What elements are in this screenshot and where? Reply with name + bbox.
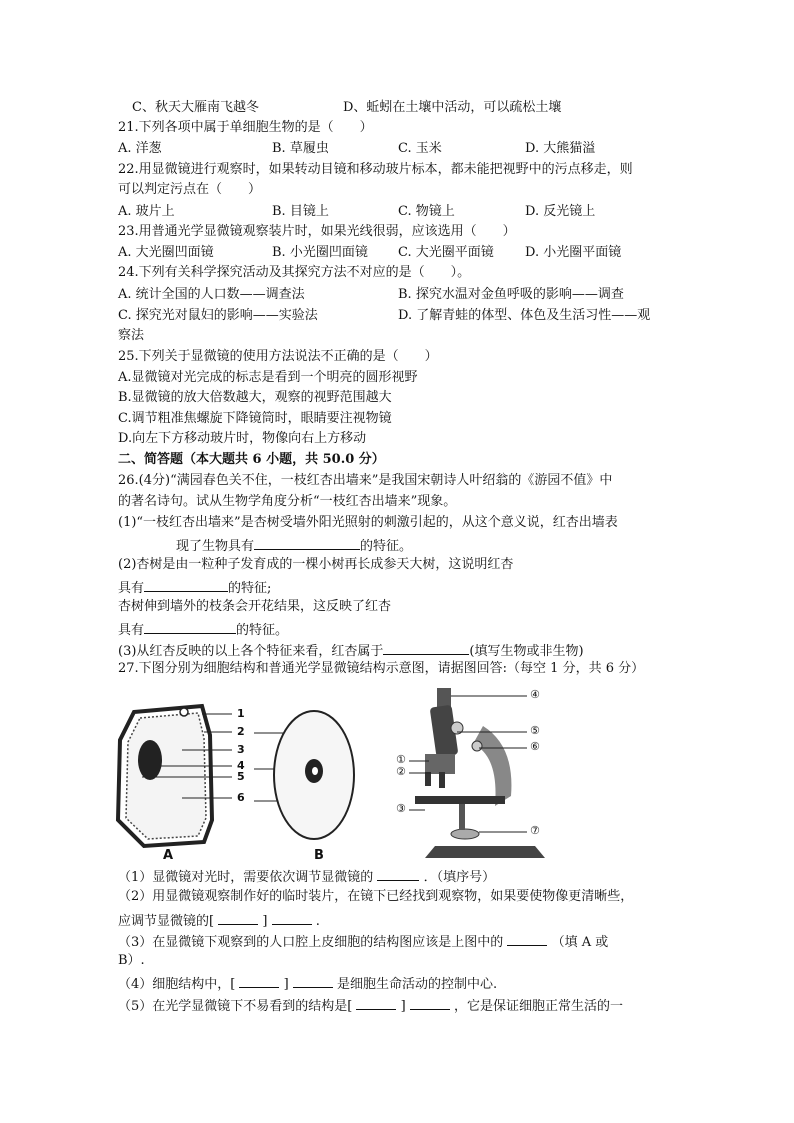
base-shape: [425, 846, 545, 858]
micro-label-6: ⑥: [530, 740, 540, 753]
q26-part2-line3: 杏树伸到墙外的枝条会开花结果，这反映了红杏: [118, 599, 392, 614]
q27-sub2-line2: [118, 910, 320, 931]
q23-option-b: B. 小光圈凹面镜: [272, 245, 368, 260]
micro-label-4: ④: [530, 688, 540, 701]
q22-stem-line1: 22.用显微镜进行观察时，如果转动目镜和移动玻片标本，都未能把视野中的污点移走，则: [118, 162, 633, 177]
nucleus-shape: [138, 740, 162, 780]
q27-sub5-bracket: ]: [400, 999, 406, 1014]
cell-label-3: 3: [237, 743, 245, 756]
cell-label-5: 5: [237, 770, 245, 783]
q26-blank-1[interactable]: [254, 535, 360, 550]
micro-label-3: ③: [396, 802, 406, 815]
animal-cell-diagram: [250, 705, 362, 847]
q27-blank-2b[interactable]: [272, 910, 312, 925]
q24-option-b: B. 探究水温对金鱼呼吸的影响——调查: [398, 287, 624, 302]
q21-stem: 21.下列各项中属于单细胞生物的是（ ）: [118, 120, 373, 135]
q26-blank-2[interactable]: [144, 577, 228, 592]
q26-part2-line4: [118, 619, 288, 640]
q26-part2b-tail: 的特征。: [236, 623, 289, 638]
eyepiece-shape: [437, 688, 451, 708]
q22-option-d: D. 反光镜上: [525, 204, 596, 219]
q26-part3-line: [118, 640, 584, 661]
q20-option-d: D、蚯蚓在土壤中活动，可以疏松土壤: [343, 100, 562, 115]
cell-label-6: 6: [237, 791, 245, 804]
q23-option-c: C. 大光圈平面镜: [398, 245, 494, 260]
q22-option-b: B. 目镜上: [272, 204, 329, 219]
q26-part2b-text: 具有: [118, 623, 145, 638]
cell-label-1: 1: [237, 707, 245, 720]
q24-stem: 24.下列有关科学探究活动及其探究方法不对应的是（ ）。: [118, 265, 471, 280]
arm-shape: [473, 726, 511, 806]
micro-label-5: ⑤: [530, 724, 540, 737]
q21-option-a: A. 洋葱: [118, 141, 162, 156]
q27-blank-1[interactable]: [377, 866, 419, 881]
figure-a-label: A: [163, 848, 174, 863]
objective-2-shape: [439, 772, 445, 788]
q25-option-a: A.显微镜对光完成的标志是看到一个明亮的圆形视野: [118, 370, 418, 385]
q23-option-d: D. 小光圈平面镜: [525, 245, 622, 260]
q27-sub1-tail: ．（填序号）: [423, 870, 496, 885]
q26-part1-line2: [176, 535, 412, 556]
q27-blank-5a[interactable]: [356, 995, 396, 1010]
micro-label-2: ②: [396, 765, 406, 778]
micro-label-7: ⑦: [530, 824, 540, 837]
q26-part1-line1: (1)“一枝红杏出墙来”是杏树受墙外阳光照射的刺激引起的，从这个意义说，红杏出墙表: [118, 515, 618, 530]
q26-part1-text: 现了生物具有: [176, 539, 255, 554]
q26-blank-3[interactable]: [144, 619, 236, 634]
q27-blank-2a[interactable]: [218, 910, 258, 925]
q27-blank-3[interactable]: [507, 931, 547, 946]
q21-option-c: C. 玉米: [398, 141, 442, 156]
q27-sub2-line1: （2）用显微镜观察制作好的临时装片，在镜下已经找到观察物，如果要使物像更清晰些，: [118, 889, 634, 904]
q27-sub5-text: （5）在光学显微镜下不易看到的结构是[: [118, 999, 353, 1014]
q26-part2-tail: 的特征;: [228, 581, 272, 596]
q20-option-c: C、秋天大雁南飞越冬: [132, 100, 259, 115]
q27-sub1: [118, 866, 495, 887]
q24-option-d-cont: 察法: [118, 328, 145, 343]
q27-sub5-tail: ，它是保证细胞正常生活的一: [453, 999, 623, 1014]
q26-part3-text: (3)从红杏反映的以上各个特征来看，红杏属于: [118, 644, 384, 659]
q27-sub3-line2: B）.: [118, 953, 145, 968]
q26-part2-line1: (2)杏树是由一粒种子发育成的一棵小树再长成参天大树，这说明红杏: [118, 557, 514, 572]
q27-sub3-tail: （填 A 或: [551, 935, 609, 950]
fine-knob-shape: [472, 741, 482, 751]
cell-label-2: 2: [237, 725, 245, 738]
q27-sub4-text: （4）细胞结构中，[: [118, 977, 236, 992]
q25-option-b: B.显微镜的放大倍数越大，观察的视野范围越大: [118, 390, 392, 405]
q24-option-c: C. 探究光对鼠妇的影响——实验法: [118, 308, 318, 323]
q27-sub3-text: （3）在显微镜下观察到的人口腔上皮细胞的结构图应该是上图中的: [118, 935, 504, 950]
q22-option-a: A. 玻片上: [118, 204, 175, 219]
q21-option-b: B. 草履虫: [272, 141, 329, 156]
cell-label-4: 4: [237, 759, 245, 772]
micro-label-1: ①: [396, 753, 406, 766]
pillar-shape: [459, 804, 465, 830]
q25-stem: 25.下列关于显微镜的使用方法说法不正确的是（ ）: [118, 349, 438, 364]
microscope-diagram: [395, 686, 575, 862]
q23-stem: 23.用普通光学显微镜观察装片时，如果光线很弱，应该选用（ ）: [118, 224, 516, 239]
q27-sub1-text: （1）显微镜对光时，需要依次调节显微镜的: [118, 870, 374, 885]
q22-option-c: C. 物镜上: [398, 204, 455, 219]
q27-blank-4a[interactable]: [239, 973, 279, 988]
section-heading: 二、简答题（本大题共 6 小题，共 50.0 分）: [118, 452, 385, 467]
q26-stem-line2: 的著名诗句。试从生物学角度分析“一枝红杏出墙来”现象。: [118, 494, 457, 509]
nosepiece-shape: [425, 754, 455, 774]
q27-sub4: [118, 973, 497, 994]
mirror-shape: [451, 829, 479, 839]
nucleolus-shape: [312, 767, 318, 775]
q26-stem-line1: 26.(4分)“满园春色关不住，一枝红杏出墙来”是我国宋朝诗人叶绍翁的《游园不值》中: [118, 473, 613, 488]
q21-option-d: D. 大熊猫溢: [525, 141, 596, 156]
q26-blank-4[interactable]: [383, 640, 469, 655]
q27-stem: 27.下图分别为细胞结构和普通光学显微镜结构示意图，请据图回答:（每空 1 分，共 6 分）: [118, 661, 645, 676]
q25-option-d: D.向左下方移动玻片时，物像向右上方移动: [118, 431, 367, 446]
q27-sub4-bracket: ]: [283, 977, 289, 992]
q27-blank-5b[interactable]: [410, 995, 450, 1010]
figure-b-label: B: [314, 848, 324, 863]
q23-option-a: A. 大光圈凹面镜: [118, 245, 214, 260]
q26-part2-text: 具有: [118, 581, 145, 596]
q24-option-a: A. 统计全国的人口数——调查法: [118, 287, 305, 302]
q26-part1-tail: 的特征。: [360, 539, 413, 554]
objective-1-shape: [425, 772, 431, 786]
q27-sub5: [118, 995, 623, 1016]
q27-sub2-text: 应调节显微镜的[: [118, 914, 215, 929]
q27-sub2-tail: .: [315, 914, 320, 929]
q22-stem-line2: 可以判定污点在（ ）: [118, 182, 262, 197]
q24-option-d: D. 了解青蛙的体型、体色及生活习性——观: [398, 308, 651, 323]
q27-sub3-line1: [118, 931, 608, 952]
q26-part2-line2: [118, 577, 271, 598]
stage-shape: [415, 796, 505, 804]
chloroplast-shape: [180, 708, 188, 716]
q26-part3-tail: (填写生物或非生物): [469, 644, 584, 659]
q27-sub2-bracket: ]: [262, 914, 268, 929]
plant-cell-diagram: [112, 700, 272, 850]
cell-membrane-shape: [126, 713, 206, 839]
q25-option-c: C.调节粗准焦螺旋下降镜筒时，眼睛要注视物镜: [118, 411, 392, 426]
q27-blank-4b[interactable]: [293, 973, 333, 988]
q27-sub4-tail: 是细胞生命活动的控制中心.: [336, 977, 498, 992]
